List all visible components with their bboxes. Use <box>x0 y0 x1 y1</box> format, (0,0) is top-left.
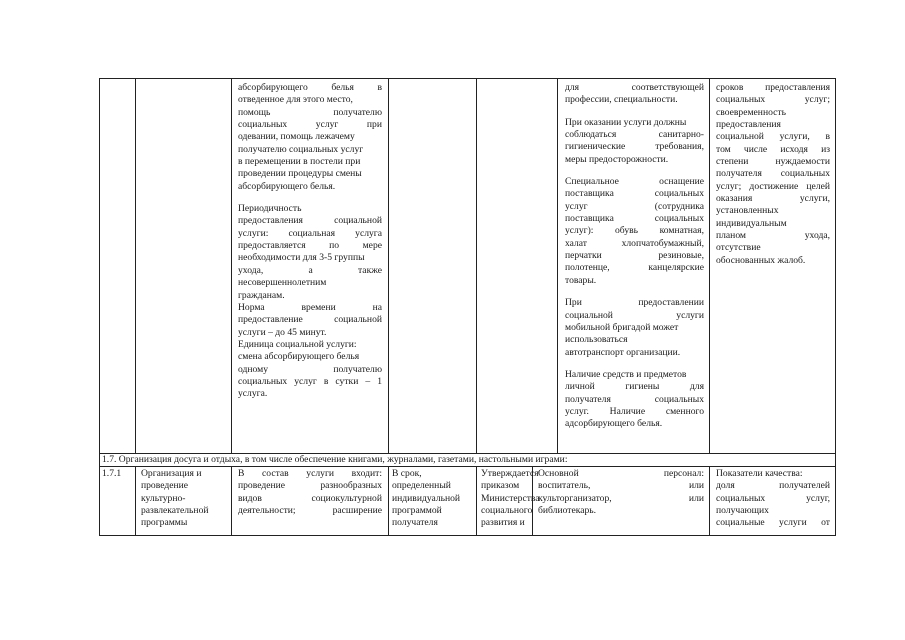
text-line: предоставления социальной <box>238 215 382 227</box>
text-line: социальных услуг в сутки – 1 <box>238 375 382 387</box>
text-line: абсорбирующего белья в <box>238 82 382 93</box>
text-line: одевании, помощь лежачему <box>238 131 355 143</box>
text-line: социального <box>481 505 533 517</box>
text-line: получателя социальных <box>716 168 830 180</box>
text-line: том числе исходя из <box>716 143 830 155</box>
text-line: Показатели качества: <box>716 468 803 479</box>
vline-b2 <box>231 466 232 536</box>
table-top-border <box>99 78 836 79</box>
text-line: гражданам. <box>238 289 285 301</box>
text-line: установленных <box>716 205 779 217</box>
text-line: программы <box>141 517 188 529</box>
text-line: деятельности; расширение <box>238 505 382 517</box>
text-line: При оказании услуги должны <box>565 116 687 128</box>
text-line: предоставления <box>716 119 781 131</box>
text-line: индивидуальным <box>716 217 787 229</box>
text-line: Основной персонал: <box>538 468 704 479</box>
text-line: поставщика социальных <box>565 213 704 225</box>
paragraph-gap <box>565 287 704 297</box>
vline-b3 <box>388 466 389 536</box>
text-line: товары. <box>565 274 597 286</box>
text-line: развития и <box>481 517 525 529</box>
text-line: личной гигиены для <box>565 381 704 393</box>
cell-quality-indicators <box>716 82 830 267</box>
text-line: в перемещении в постели при <box>238 156 361 168</box>
vline-4 <box>476 78 477 454</box>
text-line: доля получателей <box>716 480 830 492</box>
vline-right <box>835 78 836 536</box>
text-line: получающих <box>716 505 769 517</box>
text-line: предоставляется по мере <box>238 240 382 252</box>
vline-3 <box>388 78 389 454</box>
text-line: приказом <box>481 480 520 492</box>
text-line: услуги – до 45 минут. <box>238 326 327 338</box>
text-line: социальные услуги от <box>716 517 830 529</box>
text-line: автотранспорт организации. <box>565 346 681 358</box>
text-line: получателя <box>392 517 438 529</box>
cell-row-conditions <box>538 468 704 517</box>
text-line: При предоставлении <box>565 297 704 309</box>
text-line: Министерства <box>481 492 540 504</box>
text-line: Специальное оснащение <box>565 176 704 188</box>
paragraph-gap <box>565 107 704 117</box>
text-line: необходимости для 3-5 группы <box>238 252 365 264</box>
text-line: видов социокультурной <box>238 492 382 504</box>
paragraph-gap <box>565 359 704 369</box>
text-line: отсутствие <box>716 242 761 254</box>
text-line: сроков предоставления <box>716 82 830 93</box>
text-line: несовершеннолетним <box>238 277 327 289</box>
text-line: абсорбирующего белья. <box>238 180 336 192</box>
text-line: перчатки резиновые, <box>565 250 704 262</box>
text-line: В состав услуги входит: <box>238 468 382 479</box>
text-line: проведение <box>141 480 188 492</box>
text-line: соблюдаться санитарно- <box>565 129 704 141</box>
text-line: развлекательной <box>141 505 209 517</box>
section-header: 1.7. Организация досуга и отдыха, в том числе обеспечение книгами, журналами, газетами, настольными играми: <box>102 454 568 465</box>
text-line: Организация и <box>141 468 202 479</box>
text-line: гигиенические требования, <box>565 141 704 153</box>
text-line: услуг (сотрудника <box>565 200 704 212</box>
text-line: проведение разнообразных <box>238 480 382 492</box>
text-line: оказания услуги, <box>716 193 830 205</box>
text-line: проведении процедуры смены <box>238 168 362 180</box>
text-line: обоснованных жалоб. <box>716 254 806 266</box>
text-line: предоставление социальной <box>238 314 382 326</box>
vline-5 <box>557 78 558 454</box>
text-line: меры предосторожности. <box>565 153 669 165</box>
text-line: социальных услуг; <box>716 94 830 106</box>
cell-service-conditions <box>565 82 704 431</box>
text-line: культурно- <box>141 492 186 504</box>
text-line: программой <box>392 505 442 517</box>
text-line: социальной услуги <box>565 309 704 321</box>
paragraph-gap <box>565 166 704 176</box>
vline-left <box>99 78 100 536</box>
text-line: получателю социальных услуг <box>238 143 364 155</box>
cell-service-content <box>238 82 382 401</box>
text-line: своевременность <box>716 106 786 118</box>
table-bottom-border <box>99 535 836 536</box>
cell-row-tariff <box>481 468 540 530</box>
vline-1 <box>135 78 136 454</box>
text-line: Наличие средств и предметов <box>565 368 687 380</box>
cell-row-number <box>102 468 133 480</box>
text-line: планом ухода, <box>716 230 830 242</box>
cell-row-indicators <box>716 468 830 530</box>
vline-b1 <box>135 466 136 536</box>
text-line: социальных услуг при <box>238 119 382 131</box>
text-line: Норма времени на <box>238 301 382 313</box>
text-line: социальных услуг, <box>716 492 830 504</box>
cell-row-term <box>392 468 474 530</box>
text-line: адсорбирующего белья. <box>565 418 663 430</box>
text-line: Утверждается <box>481 468 539 479</box>
text-line: мобильной бригадой может <box>565 321 679 333</box>
text-line: одному получателю <box>238 363 382 375</box>
text-line: смена абсорбирующего белья <box>238 351 360 363</box>
text-line: отведенное для этого место, <box>238 94 353 106</box>
text-line: Периодичность <box>238 203 302 215</box>
section-bottom-border <box>99 466 836 467</box>
cell-row-content <box>238 468 382 517</box>
text-line: использоваться <box>565 334 628 346</box>
text-line: воспитатель, или <box>538 480 704 492</box>
text-line: индивидуальной <box>392 492 461 504</box>
row-number: 1.7.1 <box>102 468 122 479</box>
vline-6 <box>709 78 710 454</box>
text-line: определенный <box>392 480 451 492</box>
cell-service-name <box>141 468 229 530</box>
text-line: получателя социальных <box>565 393 704 405</box>
text-line: профессии, специальности. <box>565 94 678 106</box>
text-line: услуг. Наличие сменного <box>565 405 704 417</box>
vline-b6 <box>709 466 710 536</box>
text-line: библиотекарь. <box>538 505 597 517</box>
text-line: услуги: социальная услуга <box>238 227 382 239</box>
paragraph-gap <box>238 193 382 203</box>
text-line: ухода, а также <box>238 264 382 276</box>
text-line: для соответствующей <box>565 82 704 93</box>
text-line: В срок, <box>392 468 422 479</box>
text-line: степени нуждаемости <box>716 156 830 168</box>
text-line: халат хлопчатобумажный, <box>565 237 704 249</box>
text-line: помощь получателю <box>238 106 382 118</box>
text-line: поставщика социальных <box>565 188 704 200</box>
text-line: полотенце, канцелярские <box>565 262 704 274</box>
text-line: культорганизатор, или <box>538 492 704 504</box>
text-line: услуг): обувь комнатная, <box>565 225 704 237</box>
text-line: социальной услуги, в <box>716 131 830 143</box>
vline-2 <box>231 78 232 454</box>
text-line: услуг; достижение целей <box>716 180 830 192</box>
text-line: услуга. <box>238 388 268 400</box>
text-line: Единица социальной услуги: <box>238 338 357 350</box>
vline-b4 <box>476 466 477 536</box>
